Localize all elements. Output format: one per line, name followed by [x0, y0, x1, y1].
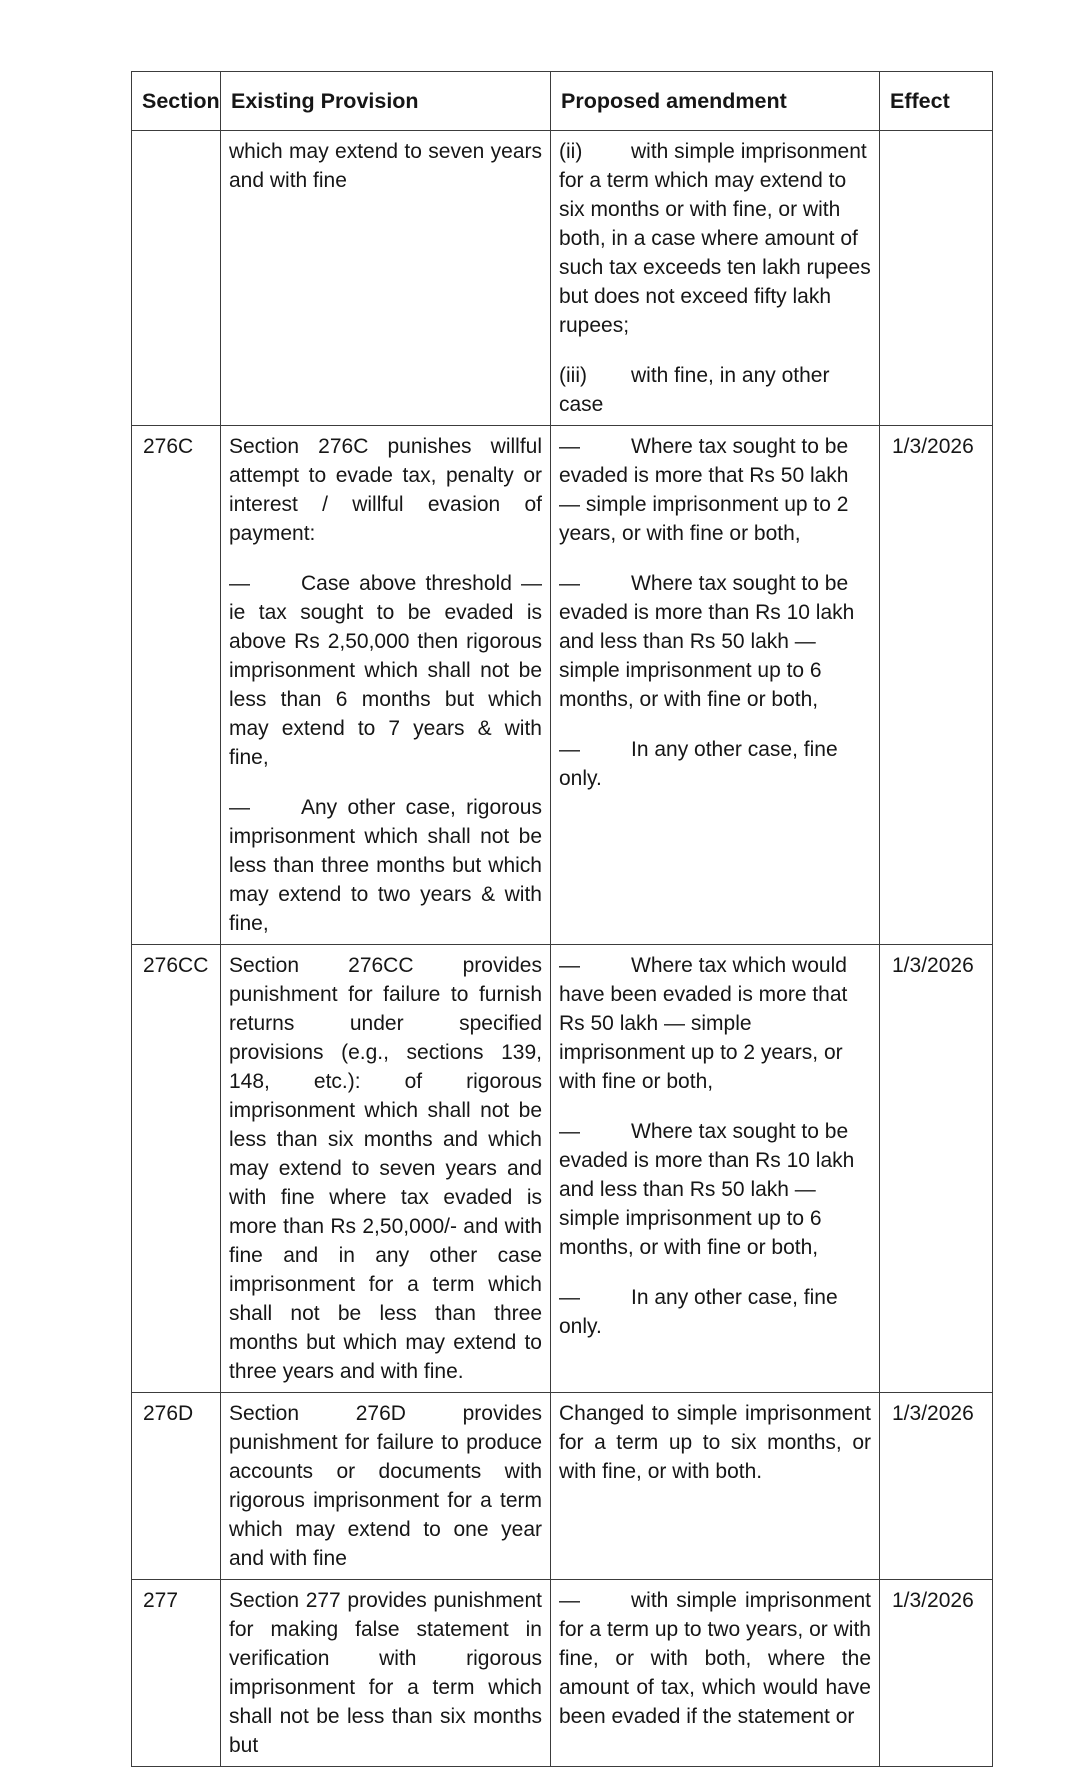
paragraph-text: Any other case, rigorous imprisonment which shall not be less than three months but which may extend to two years & with fine, [229, 796, 542, 935]
bullet-marker: — [559, 435, 580, 458]
paragraph [559, 1586, 871, 1731]
paragraph-text: Where tax sought to be evaded is more that Rs 50 lakh — simple imprisonment up to 2 years, or with fine or both, [559, 435, 849, 545]
table-row [132, 945, 993, 1393]
paragraph-text: Where tax sought to be evaded is more than Rs 10 lakh and less than Rs 50 lakh — simple imprisonment up to 6 months, or with fine or both, [559, 572, 855, 711]
paragraph-text: with simple imprisonment for a term up to two years, or with fine, or with both, where the amount of tax, which would have been evaded if the statement or [559, 1589, 871, 1728]
bullet-marker: — [559, 1589, 580, 1612]
effect-cell: 1/3/2026 [880, 945, 993, 1393]
paragraph [559, 735, 871, 793]
existing-provision-cell [221, 426, 551, 945]
existing-provision-cell [221, 1393, 551, 1580]
paragraph [559, 951, 871, 1096]
section-cell: 276C [132, 426, 221, 945]
bullet-marker: — [559, 738, 580, 761]
paragraph [559, 1117, 871, 1262]
paragraph-text: with simple imprisonment for a term which may extend to six months or with fine, or with both, in a case where amount of such tax exceeds ten lakh rupees but does not exceed fifty lakh rupees; [559, 140, 871, 337]
table-row [132, 426, 993, 945]
effect-cell: 1/3/2026 [880, 1393, 993, 1580]
paragraph [229, 1399, 542, 1573]
table-row [132, 1580, 993, 1767]
paragraph-text: which may extend to seven years and with fine [229, 140, 542, 192]
proposed-amendment-cell [551, 131, 880, 426]
paragraph [229, 432, 542, 548]
column-header-section: Section [132, 72, 221, 131]
paragraph [229, 793, 542, 938]
paragraph-text: Where tax sought to be evaded is more than Rs 10 lakh and less than Rs 50 lakh — simple imprisonment up to 6 months, or with fine or both, [559, 1120, 855, 1259]
paragraph-text: Section 276CC provides punishment for failure to furnish returns under specified provisions (e.g., sections 139, 148, etc.): of rigorous imprisonment which shall not be less than six months and which may extend to seven years and with fine where tax evaded is more than Rs 2,50,000/- and with fine and in any other case imprisonment for a term which shall not be less than three months but which may extend to three years and with fine. [229, 954, 542, 1383]
paragraph [559, 432, 871, 548]
table-row [132, 131, 993, 426]
bullet-marker: — [559, 954, 580, 977]
paragraph-text: Section 276D provides punishment for failure to produce accounts or documents with rigorous imprisonment for a term which may extend to one year and with fine [229, 1402, 542, 1570]
paragraph-text: Section 277 provides punishment for making false statement in verification with rigorous imprisonment for a term which shall not be less than six months but [229, 1589, 542, 1757]
bullet-marker: — [559, 1120, 580, 1143]
section-cell [132, 131, 221, 426]
column-header-effect: Effect [880, 72, 993, 131]
bullet-marker: — [229, 572, 250, 595]
paragraph-text: Where tax which would have been evaded is more that Rs 50 lakh — simple imprisonment up to 2 years, or with fine or both, [559, 954, 848, 1093]
table-row [132, 1393, 993, 1580]
section-cell: 277 [132, 1580, 221, 1767]
paragraph [559, 1399, 871, 1486]
table-header-row [132, 72, 993, 131]
column-header-existing-provision: Existing Provision [221, 72, 551, 131]
amendments-table [131, 71, 993, 1767]
proposed-amendment-cell [551, 426, 880, 945]
effect-cell: 1/3/2026 [880, 426, 993, 945]
bullet-marker: — [559, 572, 580, 595]
paragraph-text: In any other case, fine only. [559, 1286, 838, 1338]
proposed-amendment-cell [551, 1393, 880, 1580]
existing-provision-cell [221, 131, 551, 426]
paragraph [559, 569, 871, 714]
paragraph [229, 569, 542, 772]
paragraph [229, 1586, 542, 1760]
bullet-marker: — [229, 796, 250, 819]
paragraph [559, 361, 871, 419]
bullet-marker: (ii) [559, 140, 583, 163]
section-cell: 276CC [132, 945, 221, 1393]
paragraph-text: Section 276C punishes willful attempt to evade tax, penalty or interest / willful evasion of payment: [229, 435, 542, 545]
bullet-marker: — [559, 1286, 580, 1309]
paragraph [559, 1283, 871, 1341]
effect-cell: 1/3/2026 [880, 1580, 993, 1767]
paragraph-text: Case above threshold —ie tax sought to be evaded is above Rs 2,50,000 then rigorous imprisonment which shall not be less than 6 months but which may extend to 7 years & with fine, [229, 572, 542, 769]
paragraph-text: In any other case, fine only. [559, 738, 838, 790]
existing-provision-cell [221, 1580, 551, 1767]
column-header-proposed-amendment: Proposed amendment [551, 72, 880, 131]
proposed-amendment-cell [551, 945, 880, 1393]
paragraph [229, 137, 542, 195]
existing-provision-cell [221, 945, 551, 1393]
paragraph [559, 137, 871, 340]
proposed-amendment-cell [551, 1580, 880, 1767]
section-cell: 276D [132, 1393, 221, 1580]
paragraph-text: Changed to simple imprisonment for a term up to six months, or with fine, or with both. [559, 1402, 871, 1483]
paragraph-text: with fine, in any other case [559, 364, 830, 416]
bullet-marker: (iii) [559, 364, 587, 387]
paragraph [229, 951, 542, 1386]
effect-cell [880, 131, 993, 426]
